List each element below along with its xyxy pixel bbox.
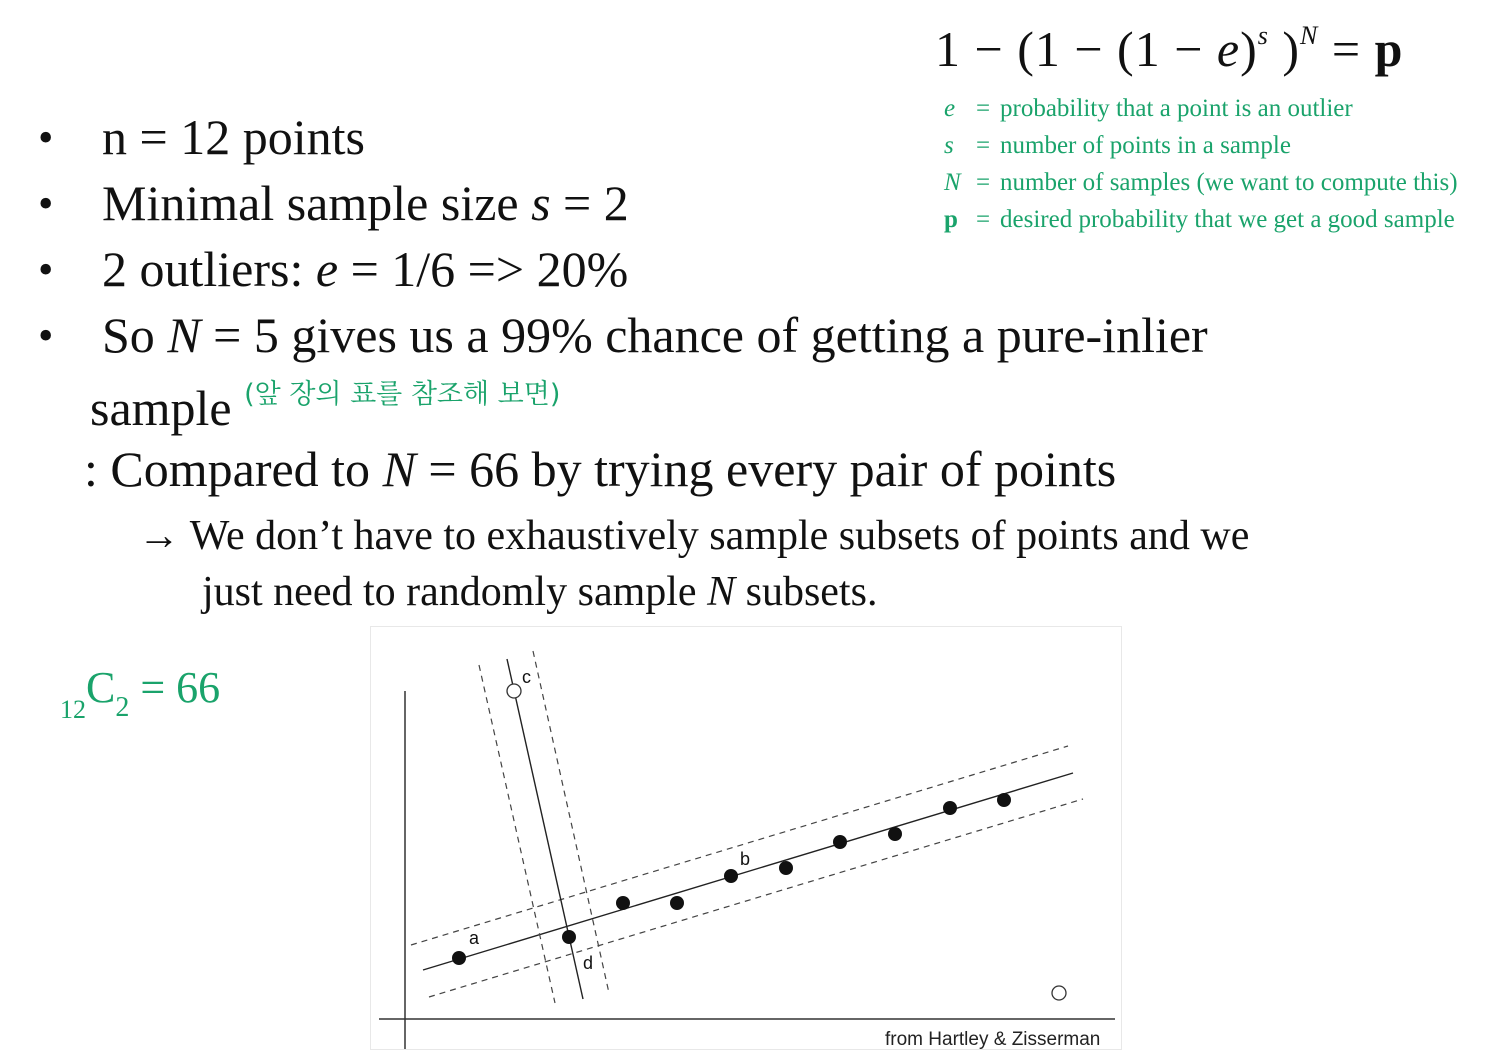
- bullet-dot: •: [38, 179, 54, 228]
- formula-e: e: [1216, 21, 1241, 77]
- inlier-band-lower: [429, 799, 1083, 997]
- definition-s: s = number of points in a sample: [944, 132, 1291, 159]
- bullet-n-samples-line2: sample $^{(앞 장의 표를 참조해 보면)}$: [90, 379, 561, 436]
- point-label-a: a: [469, 928, 480, 948]
- definition-e: e = probability that a point is an outlier: [944, 95, 1353, 122]
- bullet-dot: •: [38, 311, 54, 360]
- outlier-band-left: [479, 665, 555, 1003]
- bullet-sample-size: Minimal sample size s = 2: [102, 175, 629, 231]
- figure-credit: from Hartley & Zisserman: [885, 1029, 1101, 1050]
- ransac-formula: [935, 20, 1403, 78]
- combination-formula: $_{12}C_2 = 66$: [60, 663, 221, 724]
- data-point: [833, 835, 847, 849]
- data-point-b: [724, 869, 738, 883]
- outlier-point-c: [507, 684, 521, 698]
- outlier-point: [1052, 986, 1066, 1000]
- comparison-line: : Compared to N = 66 by trying every pair of points: [84, 441, 1117, 497]
- fitted-line-good: [423, 773, 1073, 970]
- arrow-note-line2: just need to randomly sample N subsets.: [202, 569, 878, 615]
- data-point: [888, 827, 902, 841]
- formula-part-4: =: [1318, 21, 1375, 77]
- arrow-note-line1: → We don’t have to exhaustively sample subsets of points and we: [138, 513, 1250, 559]
- figure-svg: [371, 627, 1123, 1051]
- formula-N: N: [1300, 21, 1319, 50]
- bullet-outliers: 2 outliers: e = 1/6 => 20%: [102, 241, 629, 297]
- bullet-n-points: n = 12 points: [102, 109, 365, 165]
- ransac-line-figure: [370, 626, 1122, 1050]
- formula-s: s: [1257, 21, 1269, 50]
- data-point: [997, 793, 1011, 807]
- definition-N: N = number of samples (we want to compute this): [944, 169, 1458, 196]
- bullet-dot: •: [38, 113, 54, 162]
- data-point: [943, 801, 957, 815]
- bullet-dot: •: [38, 245, 54, 294]
- point-label-c: c: [522, 667, 531, 687]
- data-point: [779, 861, 793, 875]
- definition-p: p = desired probability that we get a good sample: [944, 206, 1455, 233]
- data-point-a: [452, 951, 466, 965]
- bullet-n-samples: So N = 5 gives us a 99% chance of getting a pure-inlier: [102, 307, 1208, 363]
- formula-part-2: ): [1240, 21, 1258, 77]
- formula-part-3: ): [1268, 21, 1301, 77]
- point-label-d: d: [583, 953, 594, 973]
- point-label-b: b: [740, 849, 751, 869]
- data-point-d: [562, 930, 576, 944]
- data-point: [616, 896, 630, 910]
- korean-note: (앞 장의 표를 참조해 보면): [244, 379, 561, 410]
- formula-part-1: 1 − (1 − (1 −: [935, 21, 1217, 77]
- data-point: [670, 896, 684, 910]
- formula-p: p: [1374, 21, 1404, 77]
- inlier-band-upper: [411, 746, 1068, 945]
- formula-definitions: [944, 90, 1458, 238]
- fitted-line-bad: [507, 659, 583, 999]
